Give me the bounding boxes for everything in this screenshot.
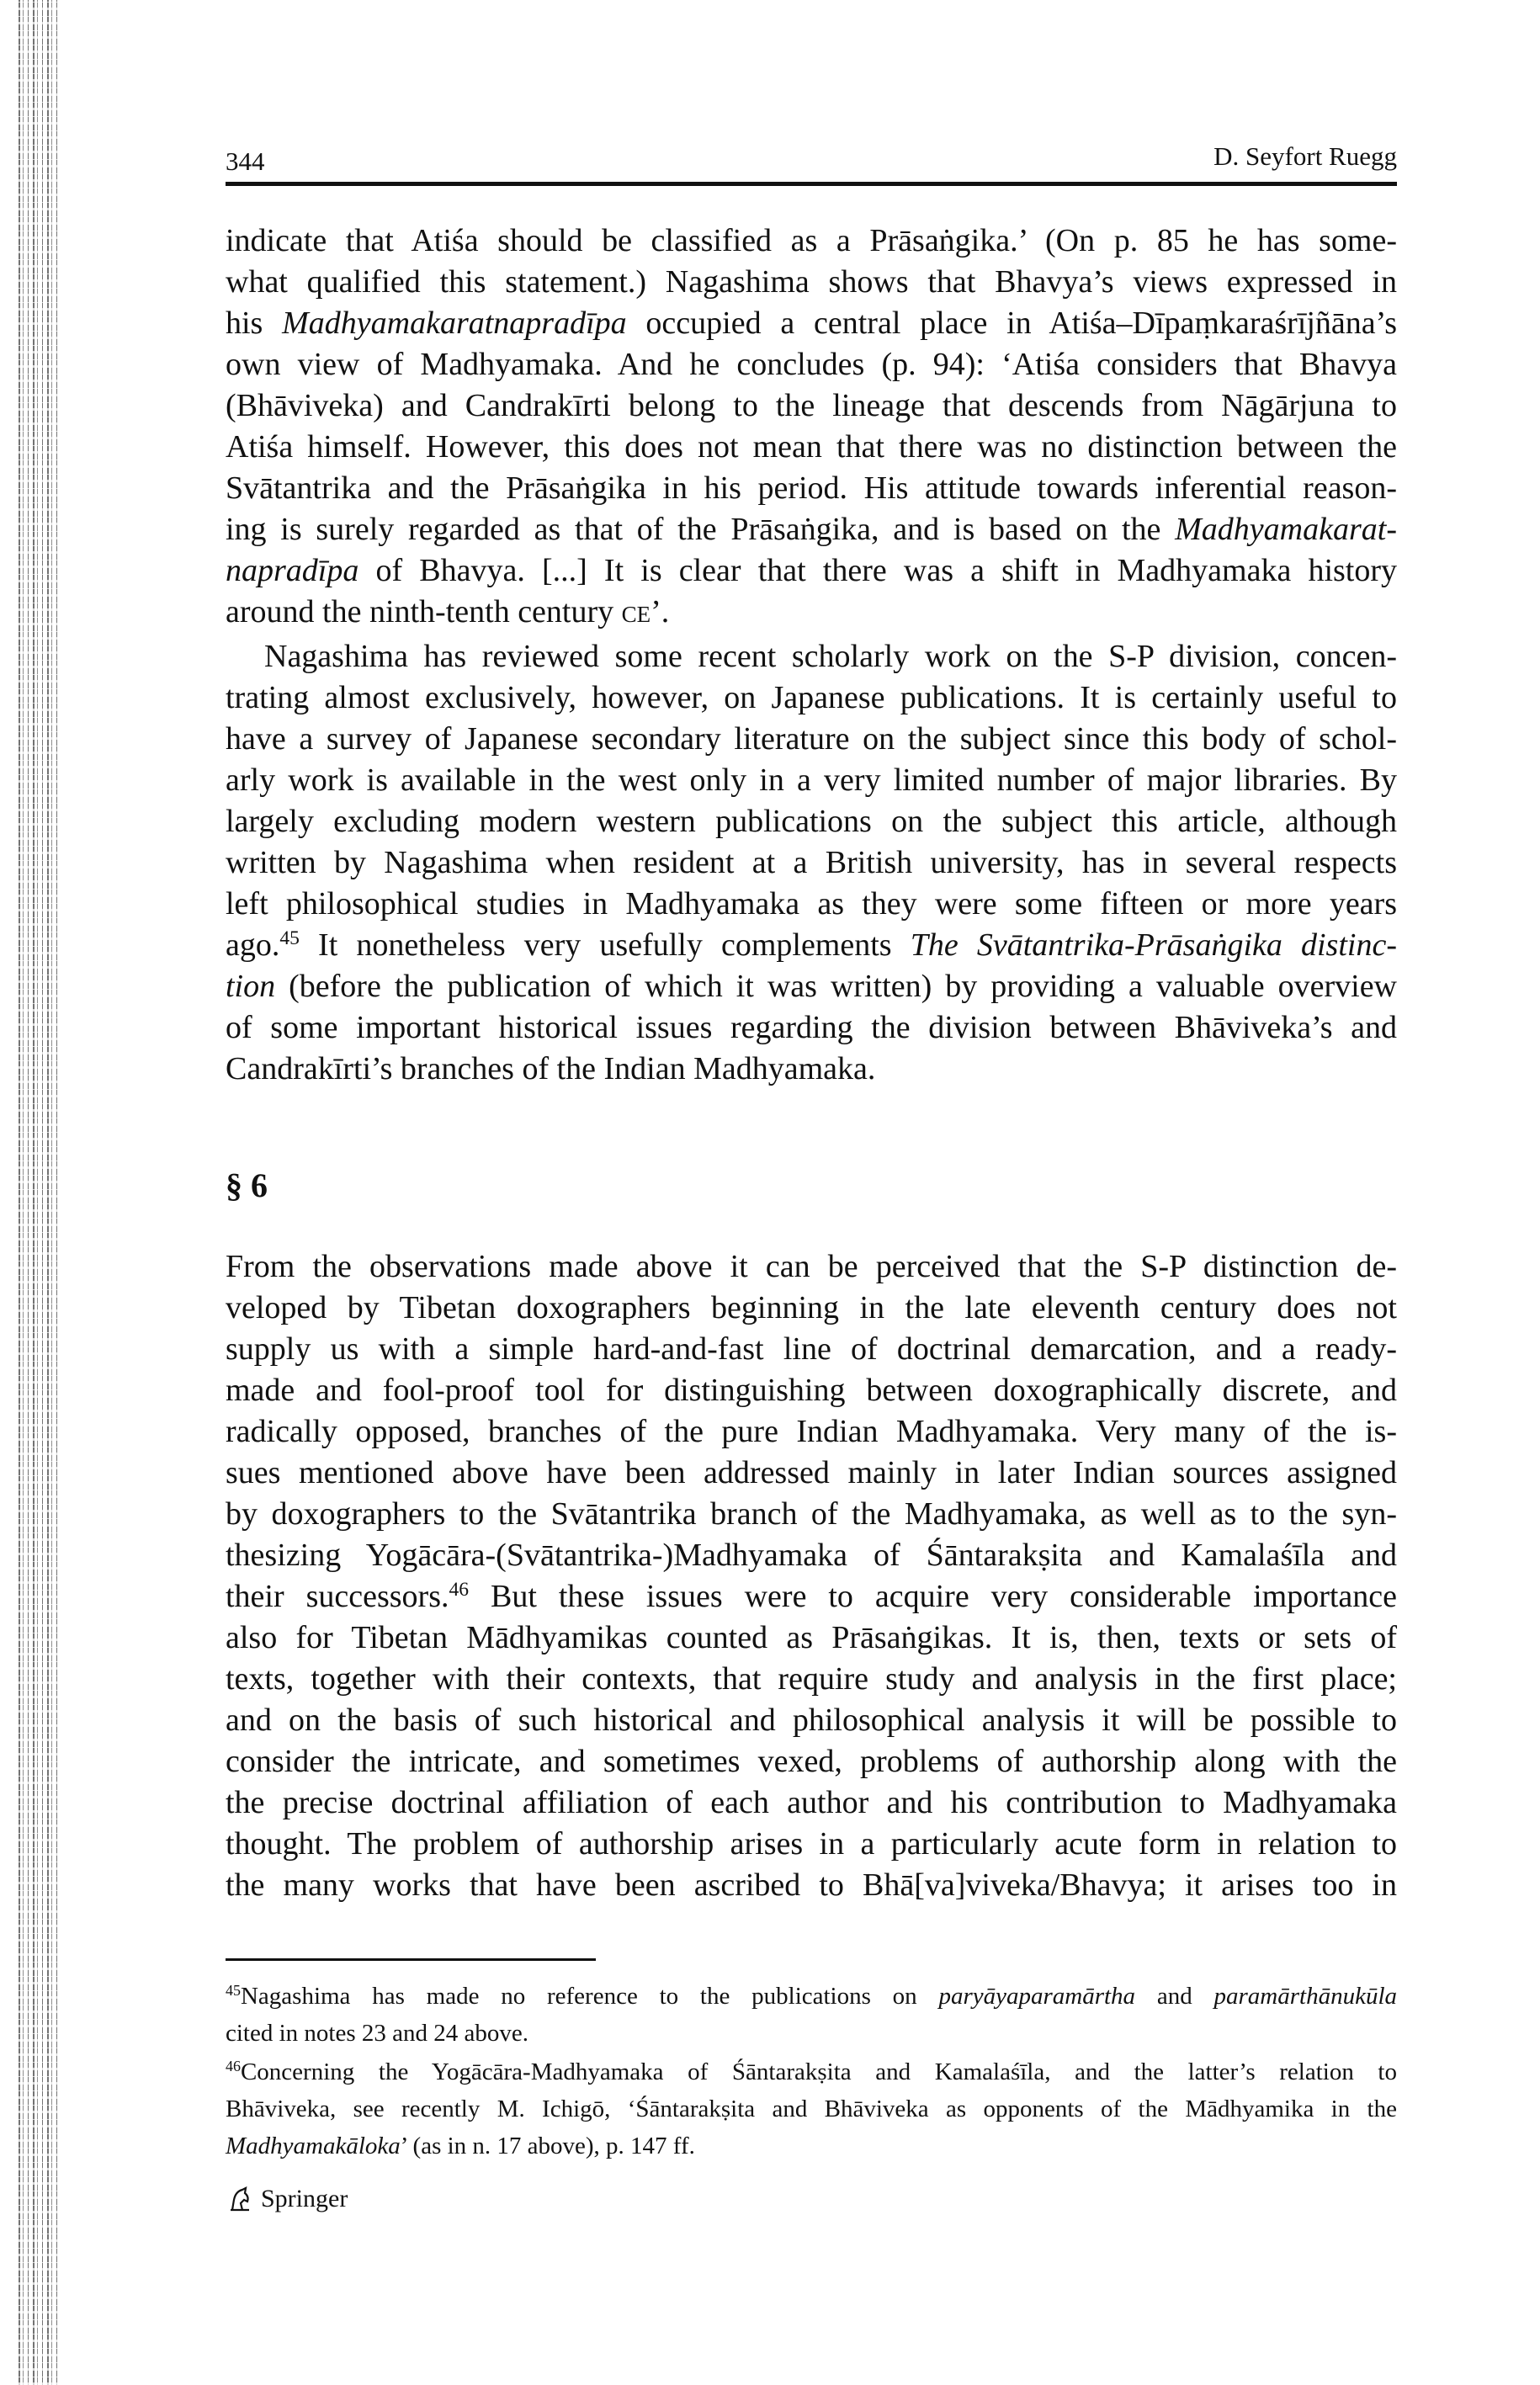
italic-title: Madhyamakāloka bbox=[226, 2133, 401, 2159]
text-line bbox=[226, 1049, 1397, 1090]
text-run: But these issues were to acquire very considerable importance bbox=[469, 1579, 1398, 1614]
footnote-marker: 46 bbox=[226, 2058, 241, 2075]
italic-title: paramārthānukūla bbox=[1213, 1983, 1397, 2010]
text-line bbox=[226, 468, 1397, 509]
text-run: ’. bbox=[651, 594, 670, 629]
text-run: and bbox=[1135, 1983, 1214, 2010]
text-run: ago. bbox=[226, 927, 280, 963]
text-line bbox=[226, 1453, 1397, 1494]
text-run: thought. The problem of authorship arises in a particularly acute form in relation to bbox=[226, 1826, 1397, 1862]
text-run: occupied a central place in Atiśa–Dīpaṃkaraśrījñāna’s bbox=[626, 305, 1397, 341]
text-line bbox=[226, 1329, 1397, 1370]
paragraph-2 bbox=[226, 636, 1397, 1090]
text-run: It nonetheless very usefully complements bbox=[299, 927, 911, 963]
text-line bbox=[226, 884, 1397, 925]
text-line bbox=[226, 719, 1397, 760]
text-run: ing is surely regarded as that of the Prāsaṅgika, and is based on the bbox=[226, 512, 1176, 547]
text-run: texts, together with their contexts, that require study and analysis in the first place; bbox=[226, 1661, 1397, 1697]
italic-title: Madhyamakaratnapradīpa bbox=[282, 305, 627, 341]
text-run: From the observations made above it can be perceived that the S-P distinction de- bbox=[226, 1249, 1397, 1284]
footnote-marker: 46 bbox=[449, 1579, 470, 1602]
text-run: arly work is available in the west only in a very limited number of major libraries. By bbox=[226, 762, 1397, 798]
text-run: (before the publication of which it was written) by providing a valuable overview bbox=[275, 969, 1397, 1004]
text-line bbox=[226, 1824, 1397, 1865]
text-run: their successors. bbox=[226, 1579, 449, 1614]
footnote-line bbox=[226, 1978, 1397, 2015]
text-run: Nagashima has reviewed some recent scholarly work on the S-P division, concen- bbox=[264, 639, 1397, 674]
page-number: 344 bbox=[226, 146, 265, 176]
text-line bbox=[226, 966, 1397, 1007]
text-line bbox=[226, 760, 1397, 801]
text-line bbox=[226, 427, 1397, 468]
text-line bbox=[226, 1659, 1397, 1700]
text-line bbox=[226, 344, 1397, 385]
text-run: his bbox=[226, 305, 283, 341]
text-line bbox=[226, 1617, 1397, 1659]
text-run: indicate that Atiśa should be classified as a Prāsaṅgika.’ (On p. 85 he has some- bbox=[226, 223, 1397, 258]
paragraph-3 bbox=[226, 1246, 1397, 1906]
text-line bbox=[226, 509, 1397, 550]
text-line bbox=[226, 592, 1397, 633]
text-line bbox=[226, 925, 1397, 966]
text-run: Bhāviveka, see recently M. Ichigō, ‘Śāntarakṣita and Bhāviveka as opponents of the Mādhyamika in the bbox=[226, 2096, 1397, 2122]
text-line bbox=[226, 550, 1397, 592]
text-run: of some important historical issues regarding the division between Bhāviveka’s and bbox=[226, 1010, 1397, 1045]
text-line bbox=[226, 1007, 1397, 1049]
small-caps-text: ce bbox=[621, 594, 651, 629]
text-line bbox=[226, 1782, 1397, 1824]
text-run: left philosophical studies in Madhyamaka as they were some fifteen or more years bbox=[226, 886, 1397, 922]
text-run: thesizing Yogācāra-(Svātantrika-)Madhyamaka of Śāntarakṣita and Kamalaśīla and bbox=[226, 1538, 1397, 1573]
text-run: the many works that have been ascribed to Bhā[va]viveka/Bhavya; it arises too in bbox=[226, 1867, 1397, 1903]
italic-title: napradīpa bbox=[226, 553, 359, 588]
text-line bbox=[226, 1411, 1397, 1453]
text-line bbox=[226, 385, 1397, 427]
footnote-line bbox=[226, 2127, 1397, 2165]
text-run: Nagashima has made no reference to the publications on bbox=[240, 1983, 939, 2010]
text-run: cited in notes 23 and 24 above. bbox=[226, 2020, 528, 2047]
text-run: veloped by Tibetan doxographers beginning in the late eleventh century does not bbox=[226, 1290, 1397, 1325]
text-run: by doxographers to the Svātantrika branch of the Madhyamaka, as well as to the syn- bbox=[226, 1496, 1397, 1532]
text-run: of Bhavya. [...] It is clear that there was a shift in Madhyamaka history bbox=[358, 553, 1397, 588]
text-run: (Bhāviveka) and Candrakīrti belong to the lineage that descends from Nāgārjuna to bbox=[226, 388, 1397, 423]
text-line bbox=[226, 1700, 1397, 1741]
springer-horse-icon bbox=[226, 2185, 254, 2213]
text-run: sues mentioned above have been addressed mainly in later Indian sources assigned bbox=[226, 1455, 1397, 1490]
text-run: supply us with a simple hard-and-fast line of doctrinal demarcation, and a ready- bbox=[226, 1331, 1397, 1367]
text-line bbox=[226, 1246, 1397, 1288]
text-line bbox=[226, 1741, 1397, 1782]
text-line bbox=[226, 262, 1397, 303]
footnote-rule bbox=[226, 1958, 596, 1961]
text-run: what qualified this statement.) Nagashima shows that Bhavya’s views expressed in bbox=[226, 264, 1397, 300]
scan-shadow-mask bbox=[19, 0, 61, 2385]
text-run: also for Tibetan Mādhyamikas counted as Prāsaṅgikas. It is, then, texts or sets of bbox=[226, 1620, 1397, 1655]
footnote-line bbox=[226, 2090, 1397, 2127]
text-run: own view of Madhyamaka. And he concludes (p. 94): ‘Atiśa considers that Bhavya bbox=[226, 347, 1397, 382]
text-line bbox=[226, 1865, 1397, 1906]
text-line bbox=[226, 636, 1397, 677]
footnote-line bbox=[226, 2015, 1397, 2052]
text-line bbox=[226, 1370, 1397, 1411]
text-run: made and fool-proof tool for distinguishing between doxographically discrete, and bbox=[226, 1373, 1397, 1408]
text-line bbox=[226, 677, 1397, 719]
paragraph-1 bbox=[226, 220, 1397, 633]
italic-title: paryāyaparamārtha bbox=[938, 1983, 1136, 2010]
text-run: written by Nagashima when resident at a British university, has in several respects bbox=[226, 845, 1397, 880]
publisher-name: Springer bbox=[261, 2185, 348, 2212]
text-run: have a survey of Japanese secondary literature on the subject since this body of schol- bbox=[226, 721, 1397, 757]
text-line bbox=[226, 1535, 1397, 1576]
italic-title: Madhyamakarat- bbox=[1175, 512, 1397, 547]
footnote-line bbox=[226, 2053, 1397, 2090]
header-rule bbox=[226, 182, 1397, 186]
text-line bbox=[226, 220, 1397, 262]
running-author: D. Seyfort Ruegg bbox=[1213, 141, 1397, 171]
italic-title: tion bbox=[226, 969, 276, 1004]
text-run: the precise doctrinal affiliation of each author and his contribution to Madhyamaka bbox=[226, 1785, 1397, 1820]
text-line bbox=[226, 1576, 1397, 1617]
text-run: around the ninth-tenth century bbox=[226, 594, 622, 629]
text-run: ’ (as in n. 17 above), p. 147 ff. bbox=[400, 2133, 695, 2159]
section-heading: § 6 bbox=[226, 1166, 268, 1204]
footnote-marker: 45 bbox=[226, 1982, 241, 2000]
text-run: consider the intricate, and sometimes vexed, problems of authorship along with the bbox=[226, 1744, 1397, 1779]
text-line bbox=[226, 842, 1397, 884]
text-line bbox=[226, 1494, 1397, 1535]
footnotes bbox=[226, 1978, 1397, 2165]
text-run: Concerning the Yogācāra-Madhyamaka of Śāntarakṣita and Kamalaśīla, and the latter’s relation to bbox=[240, 2058, 1397, 2085]
publisher-mark bbox=[226, 2185, 348, 2213]
text-run: Atiśa himself. However, this does not mean that there was no distinction between the bbox=[226, 429, 1397, 465]
italic-title: The Svātantrika-Prāsaṅgika distinc- bbox=[910, 927, 1397, 963]
text-run: Candrakīrti’s branches of the Indian Madhyamaka. bbox=[226, 1051, 876, 1086]
text-run: and on the basis of such historical and philosophical analysis it will be possible to bbox=[226, 1702, 1397, 1738]
text-run: trating almost exclusively, however, on Japanese publications. It is certainly useful to bbox=[226, 680, 1397, 715]
running-header bbox=[226, 135, 1397, 177]
text-line bbox=[226, 1288, 1397, 1329]
text-run: largely excluding modern western publications on the subject this article, although bbox=[226, 804, 1397, 839]
text-run: Svātantrika and the Prāsaṅgika in his period. His attitude towards inferential reason- bbox=[226, 470, 1397, 506]
text-line bbox=[226, 801, 1397, 842]
text-line bbox=[226, 303, 1397, 344]
text-run: radically opposed, branches of the pure Indian Madhyamaka. Very many of the is- bbox=[226, 1414, 1397, 1449]
footnote-marker: 45 bbox=[279, 927, 300, 950]
